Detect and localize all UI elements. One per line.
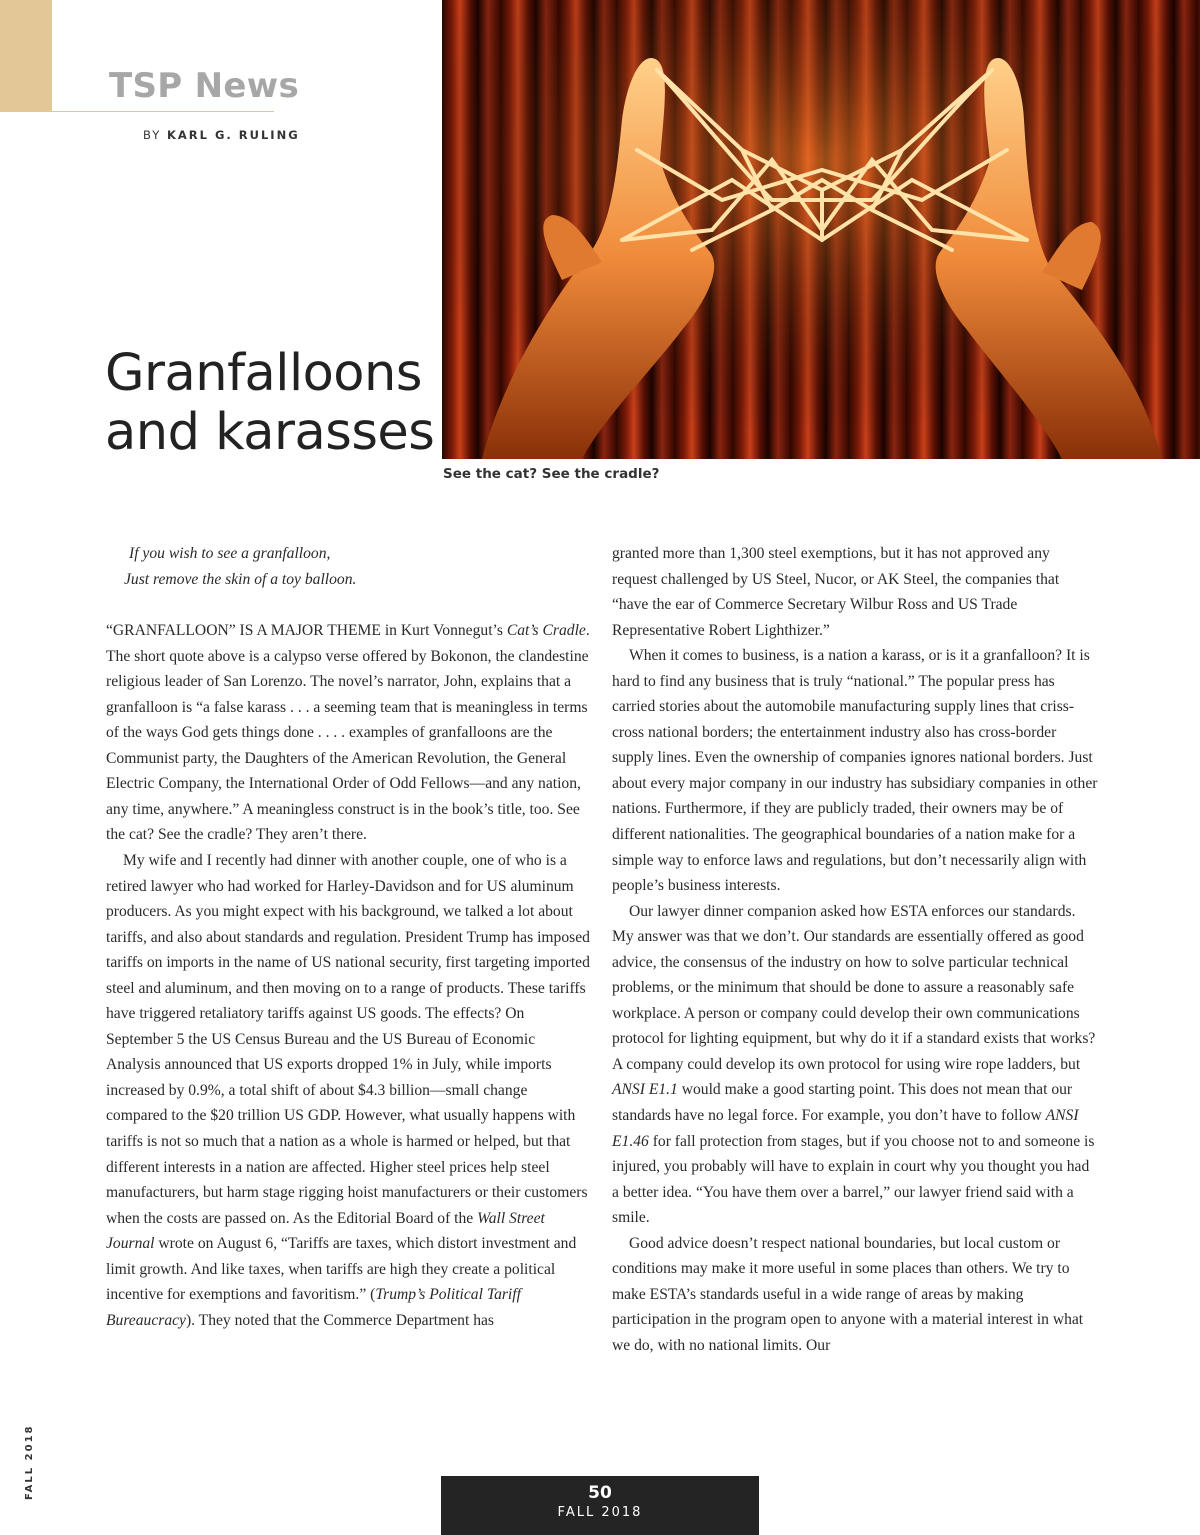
p5-text-a: Our lawyer dinner companion asked how ESTA enforces our standards. My answer was that we don’t. Our standards are essentially offered as good advice, the consensus of the industry on how to solve particular technical problems, or the minimum that should be done to assure a reasonably safe workplace. A person or company could develop their own communications protocol for lighting equipment, but why do it if a standard exists that works? A company could develop its own protocol for using wire rope ladders, but	[612, 902, 1096, 1073]
header-rule	[52, 111, 274, 112]
title-line-2: and karasses	[105, 403, 435, 462]
byline-prefix: BY	[143, 128, 162, 142]
verse-line-2: Just remove the skin of a toy balloon.	[124, 570, 357, 588]
cats-cradle-illustration	[442, 0, 1200, 459]
title-line-1: Granfalloons	[105, 344, 422, 403]
article-title	[105, 344, 434, 462]
paragraph-4: When it comes to business, is a nation a karass, or is it a granfalloon? It is hard to find any business that is truly “national.” The popular press has carried stories about the automobile manufacturing supply lines that criss-cross national borders; the entertainment industry also has cross-border supply lines. Even the ownership of companies ignores national borders. Just about every major company in our industry has subsidiary companies in other nations. Furthermore, if they are publicly traded, their owners may be of different nationalities. The geographical boundaries of a nation make for a simple way to enforce laws and regulations, but don’t necessarily align with people’s business interests.	[612, 647, 1098, 895]
p1-text-b: . The short quote above is a calypso verse offered by Bokonon, the clandestine religious leader of San Lorenzo. The novel’s narrator, John, explains that a granfalloon is “a false karass . . . a seeming team that is meaningless in terms of the ways God gets things done . . . . examples of granfalloons are the Communist party, the Daughters of the American Revolution, the General Electric Company, the International Order of Odd Fellows—and any nation, any time, anywhere.” A meaningless construct is in the book’s title, too. See the cat? See the cradle? They aren’t there.	[106, 622, 590, 844]
right-column	[612, 541, 1098, 1359]
p5-text-c: for fall protection from stages, but if you choose not to and someone is injured, you probably will have to explain in court why you thought you had a better idea. “You have them over a barrel,” our lawyer friend said with a smile.	[612, 1132, 1095, 1227]
issue-label: FALL 2018	[557, 1505, 643, 1520]
p2-text-a: My wife and I recently had dinner with another couple, one of who is a retired lawyer who had worked for Harley-Davidson and for US aluminum producers. As you might expect with his background, we talked a lot about tariffs, and also about standards and regulation. President Trump has imposed tariffs on imports in the name of US national security, first targeting imported steel and aluminum, and then moving on to a range of products. These tariffs have triggered retaliatory tariffs against US goods. The effects? On September 5 the US Census Bureau and the US Bureau of Economic Analysis announced that US exports dropped 1% in July, while imports increased by 0.9%, a total shift of about $4.3 billion—small change compared to the $20 trillion US GDP. However, what usually happens with tariffs is not so much that a nation as a whole is harmed or helped, but that different interests in a nation are affected. Higher steel prices help steel manufacturers, but harm stage rigging hoist manufacturers or their customers when the costs are passed on. As the Editorial Board of the	[106, 852, 590, 1227]
verse-line-1: If you wish to see a granfalloon,	[129, 545, 331, 562]
section-heading: TSP News	[109, 66, 299, 106]
page-number: 50	[588, 1483, 612, 1503]
paragraph-6: Good advice doesn’t respect national boundaries, but local custom or conditions may make it more useful in some places than others. We try to make ESTA’s standards useful in a wide range of areas by making participation in the program open to anyone with a material interest in what we do, with no national limits. Our	[612, 1234, 1084, 1354]
paragraph-1	[106, 618, 592, 848]
p2-article-title: Trump’s Political Tariff Bureaucracy	[106, 1286, 521, 1329]
p5-text-b: would make a good starting point. This does not mean that our standards have no legal force. For example, you don’t have to follow	[612, 1081, 1073, 1125]
p2-text-b: wrote on August 6, “Tariffs are taxes, which distort investment and limit growth. And like taxes, when tariffs are high they create a political incentive for exemptions and favoritism.” (	[106, 1235, 577, 1304]
page-footer	[441, 1476, 759, 1535]
epigraph-verse	[124, 541, 592, 592]
left-column	[106, 541, 592, 1333]
p5-standard-1: ANSI E1.1	[612, 1081, 678, 1099]
p5-standard-2: ANSI E1.46	[612, 1107, 1079, 1150]
photo-caption: See the cat? See the cradle?	[443, 466, 660, 482]
byline	[143, 128, 300, 142]
p2-text-c: ). They noted that the Commerce Department has	[185, 1311, 494, 1329]
paragraph-3: granted more than 1,300 steel exemptions, but it has not approved any request challenged by US Steel, Nucor, or AK Steel, the companies that “have the ear of Commerce Secretary Wilbur Ross and US Trade Representative Robert Lighthizer.”	[612, 545, 1060, 639]
paragraph-5	[612, 899, 1098, 1231]
tan-accent-block	[0, 0, 52, 112]
p2-publication: Wall Street Journal	[106, 1209, 545, 1253]
byline-author: KARL G. RULING	[166, 128, 300, 142]
paragraph-2	[106, 848, 592, 1333]
spine-issue-label: FALL 2018	[24, 1424, 35, 1500]
p1-text-a: “GRANFALLOON” IS A MAJOR THEME in Kurt Vonnegut’s	[106, 622, 507, 640]
p1-book-title: Cat’s Cradle	[506, 622, 586, 640]
article-photo	[442, 0, 1200, 459]
